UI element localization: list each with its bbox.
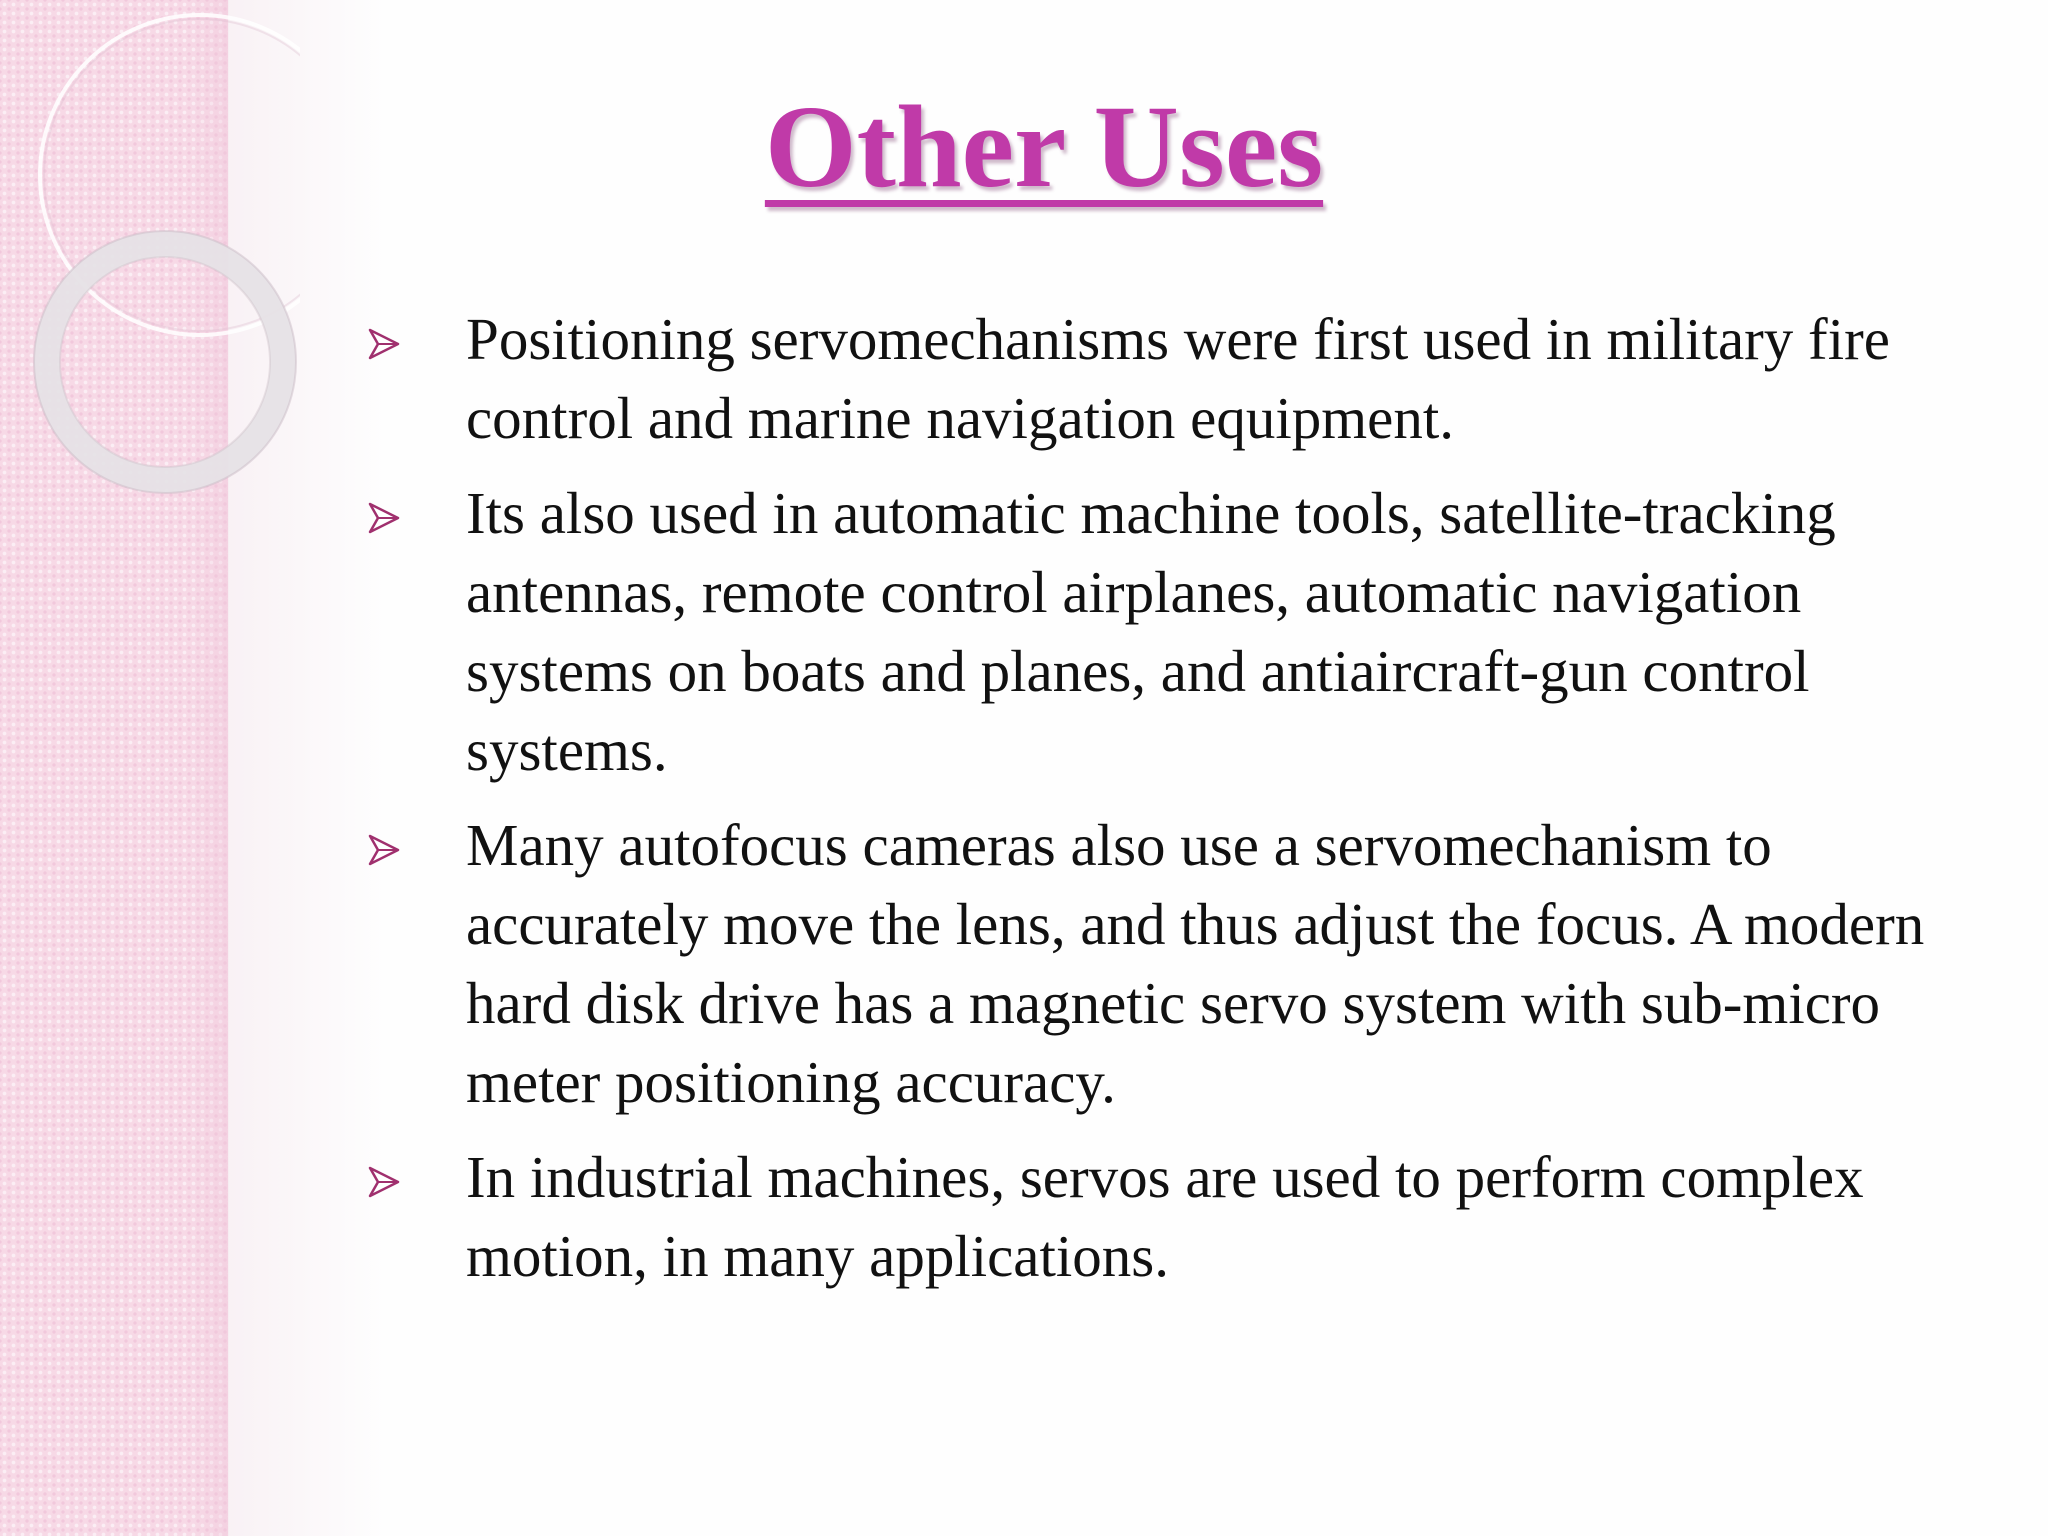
bullet-list — [358, 300, 1998, 1312]
bullet-item — [358, 806, 1998, 1122]
decorative-rings-icon — [0, 0, 300, 520]
bullet-item — [358, 1138, 1998, 1296]
bullet-text: Positioning servomechanisms were first used in military fire control and marine navigation equipment. — [466, 306, 1890, 451]
slide-title — [0, 81, 2048, 212]
bullet-text: Many autofocus cameras also use a servomechanism to accurately move the lens, and thus adjust the focus. A modern hard disk drive has a magnetic servo system with sub-micro meter positioning accuracy. — [466, 812, 1925, 1115]
arrowhead-bullet-icon — [366, 832, 402, 868]
arrowhead-bullet-icon — [366, 1164, 402, 1200]
bullet-item — [358, 300, 1998, 458]
arrowhead-bullet-icon — [366, 326, 402, 362]
bullet-text: Its also used in automatic machine tools, satellite-tracking antennas, remote control airplanes, automatic navigation systems on boats and planes, and antiaircraft-gun control systems. — [466, 480, 1836, 783]
arrowhead-bullet-icon — [366, 500, 402, 536]
slide-title-text: Other Uses — [764, 81, 1324, 212]
bullet-item — [358, 474, 1998, 790]
bullet-text: In industrial machines, servos are used to perform complex motion, in many applications. — [466, 1144, 1864, 1289]
